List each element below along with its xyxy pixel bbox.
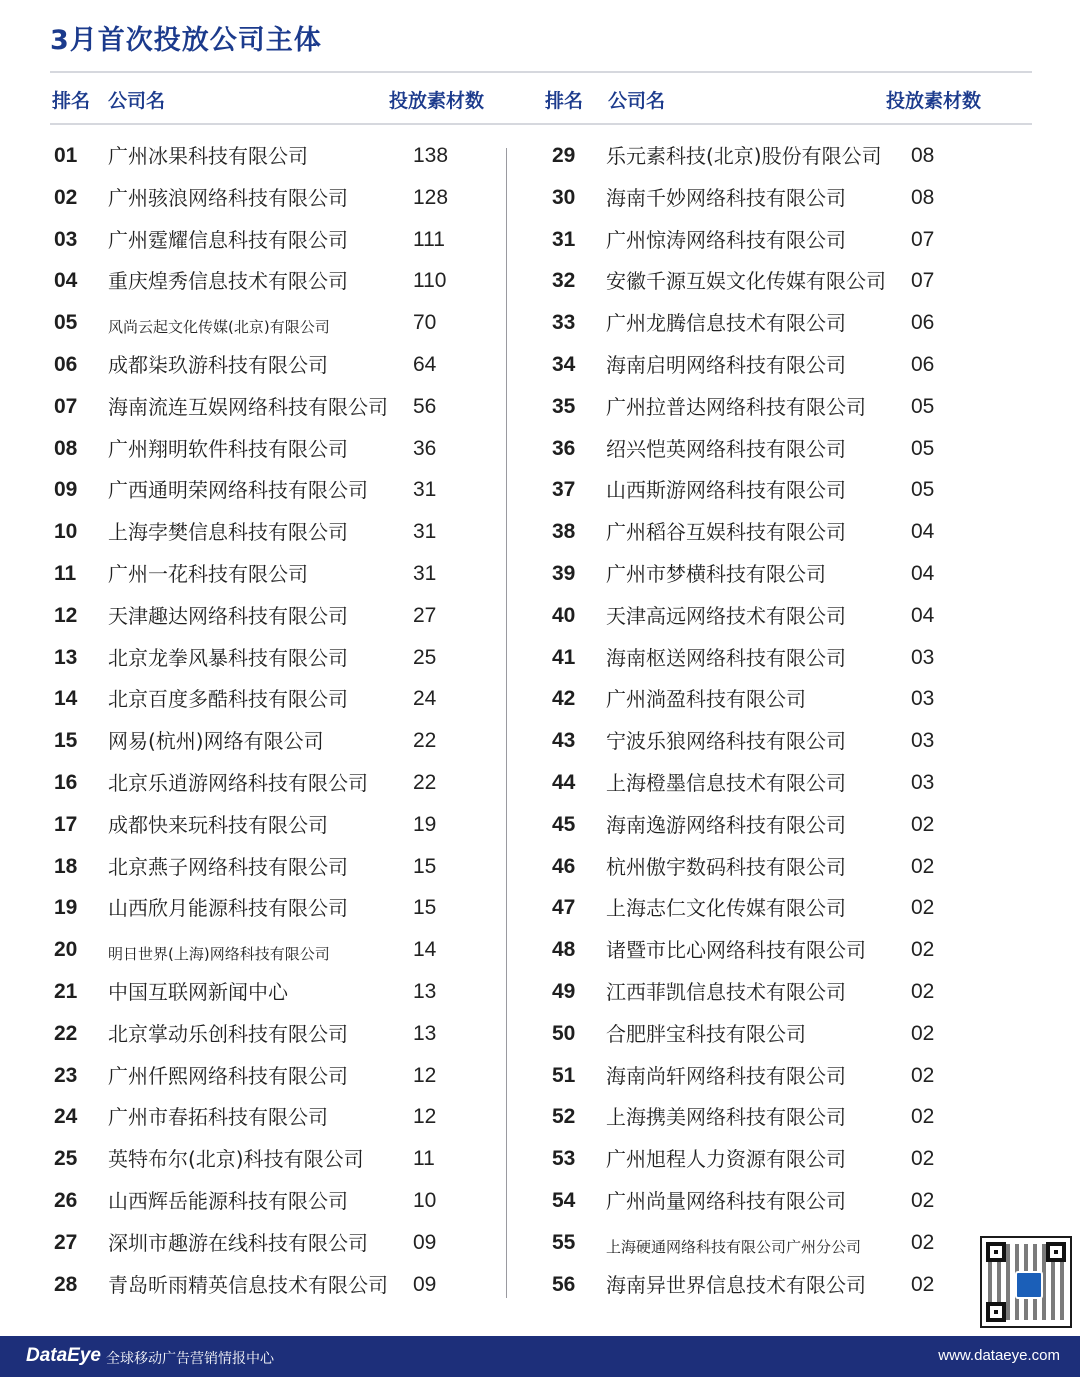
qr-code-icon (980, 1236, 1072, 1328)
company-name-cell: 北京龙拳风暴科技有限公司 (108, 645, 348, 670)
company-name-cell: 英特布尔(北京)科技有限公司 (108, 1147, 364, 1172)
right-header-count: 投放素材数 (886, 90, 982, 112)
material-count-cell: 09 (413, 1272, 437, 1296)
material-count-cell: 64 (413, 352, 437, 376)
material-count-cell: 02 (911, 896, 935, 920)
company-name-cell: 上海孛樊信息科技有限公司 (108, 520, 348, 545)
rank-cell: 36 (552, 436, 576, 460)
material-count-cell: 04 (911, 561, 935, 585)
rank-cell: 02 (54, 185, 78, 209)
company-name-cell: 北京燕子网络科技有限公司 (108, 854, 348, 879)
company-name-cell: 诸暨市比心网络科技有限公司 (606, 938, 866, 963)
material-count-cell: 02 (911, 1063, 935, 1087)
material-count-cell: 02 (911, 979, 935, 1003)
company-name-cell: 天津趣达网络科技有限公司 (108, 603, 348, 628)
rank-cell: 07 (54, 394, 78, 418)
left-header-company: 公司名 (108, 90, 166, 112)
company-name-cell: 上海橙墨信息技术有限公司 (606, 770, 846, 795)
company-name-cell: 山西斯游网络科技有限公司 (606, 478, 846, 503)
rank-cell: 28 (54, 1272, 78, 1296)
material-count-cell: 13 (413, 1021, 437, 1045)
rank-cell: 27 (54, 1230, 78, 1254)
rank-cell: 43 (552, 729, 576, 753)
company-name-cell: 绍兴恺英网络科技有限公司 (606, 436, 846, 461)
rank-cell: 31 (552, 227, 576, 251)
company-name-cell: 广州惊涛网络科技有限公司 (606, 227, 846, 252)
rank-cell: 49 (552, 979, 576, 1003)
material-count-cell: 02 (911, 1230, 935, 1254)
rank-cell: 55 (552, 1230, 576, 1254)
rank-cell: 04 (54, 269, 78, 293)
material-count-cell: 05 (911, 436, 935, 460)
rank-cell: 44 (552, 770, 576, 794)
material-count-cell: 07 (911, 227, 935, 251)
rank-cell: 25 (54, 1147, 78, 1171)
company-name-cell: 青岛昕雨精英信息技术有限公司 (108, 1272, 388, 1297)
rank-cell: 46 (552, 854, 576, 878)
rank-cell: 54 (552, 1188, 576, 1212)
material-count-cell: 12 (413, 1105, 437, 1129)
company-name-cell: 广州仟熙网络科技有限公司 (108, 1063, 348, 1088)
rank-cell: 22 (54, 1021, 78, 1045)
rank-cell: 09 (54, 478, 78, 502)
dataeye-logo-icon (1015, 1271, 1043, 1299)
footer-url[interactable]: www.dataeye.com (938, 1347, 1060, 1364)
company-name-cell: 海南逸游网络科技有限公司 (606, 812, 846, 837)
rank-cell: 40 (552, 603, 576, 627)
company-name-cell: 山西辉岳能源科技有限公司 (108, 1188, 348, 1213)
material-count-cell: 19 (413, 812, 437, 836)
material-count-cell: 15 (413, 896, 437, 920)
rank-cell: 12 (54, 603, 78, 627)
header-divider-bottom (50, 123, 1032, 125)
company-name-cell: 上海硬通网络科技有限公司广州分公司 (606, 1237, 862, 1256)
material-count-cell: 03 (911, 687, 935, 711)
footer-bar (0, 1336, 1080, 1377)
rank-cell: 39 (552, 561, 576, 585)
rank-cell: 18 (54, 854, 78, 878)
page-title: 3月首次投放公司主体 (50, 25, 322, 56)
material-count-cell: 31 (413, 520, 437, 544)
company-name-cell: 海南流连互娱网络科技有限公司 (108, 394, 388, 419)
rank-cell: 21 (54, 979, 78, 1003)
rank-cell: 38 (552, 520, 576, 544)
rank-cell: 42 (552, 687, 576, 711)
header-divider-top (50, 71, 1032, 73)
material-count-cell: 05 (911, 394, 935, 418)
material-count-cell: 02 (911, 1021, 935, 1045)
material-count-cell: 02 (911, 1272, 935, 1296)
material-count-cell: 110 (413, 269, 447, 293)
material-count-cell: 02 (911, 938, 935, 962)
material-count-cell: 31 (413, 478, 437, 502)
material-count-cell: 09 (413, 1230, 437, 1254)
company-name-cell: 广州一花科技有限公司 (108, 561, 308, 586)
rank-cell: 13 (54, 645, 78, 669)
material-count-cell: 22 (413, 729, 437, 753)
rank-cell: 05 (54, 311, 78, 335)
material-count-cell: 13 (413, 979, 437, 1003)
rank-cell: 30 (552, 185, 576, 209)
company-name-cell: 上海携美网络科技有限公司 (606, 1105, 846, 1130)
column-divider (506, 148, 507, 1298)
material-count-cell: 25 (413, 645, 437, 669)
rank-cell: 26 (54, 1188, 78, 1212)
rank-cell: 24 (54, 1105, 78, 1129)
left-header-count: 投放素材数 (389, 90, 485, 112)
material-count-cell: 138 (413, 144, 449, 167)
material-count-cell: 15 (413, 854, 437, 878)
company-name-cell: 广州市春拓科技有限公司 (108, 1105, 328, 1130)
rank-cell: 35 (552, 394, 576, 418)
material-count-cell: 03 (911, 645, 935, 669)
company-name-cell: 乐元素科技(北京)股份有限公司 (606, 144, 882, 168)
rank-cell: 33 (552, 311, 576, 335)
material-count-cell: 05 (911, 478, 935, 502)
rank-cell: 34 (552, 352, 576, 376)
material-count-cell: 27 (413, 603, 437, 627)
company-name-cell: 安徽千源互娱文化传媒有限公司 (606, 269, 886, 294)
rank-cell: 32 (552, 269, 576, 293)
material-count-cell: 02 (911, 1105, 935, 1129)
company-name-cell: 海南千妙网络科技有限公司 (606, 185, 846, 210)
company-name-cell: 明日世界(上海)网络科技有限公司 (108, 945, 330, 964)
company-name-cell: 广州翔明软件科技有限公司 (108, 436, 348, 461)
rank-cell: 48 (552, 938, 576, 962)
rank-cell: 56 (552, 1272, 576, 1296)
company-name-cell: 上海志仁文化传媒有限公司 (606, 896, 846, 921)
material-count-cell: 07 (911, 269, 935, 293)
material-count-cell: 11 (413, 1147, 435, 1171)
material-count-cell: 14 (413, 938, 437, 962)
company-name-cell: 深圳市趣游在线科技有限公司 (108, 1230, 368, 1255)
material-count-cell: 06 (911, 311, 935, 335)
company-name-cell: 中国互联网新闻中心 (108, 979, 288, 1004)
material-count-cell: 56 (413, 394, 437, 418)
rank-cell: 01 (54, 144, 78, 167)
material-count-cell: 02 (911, 1188, 935, 1212)
footer-brand: DataEye (26, 1345, 101, 1366)
material-count-cell: 22 (413, 770, 437, 794)
company-name-cell: 重庆煌秀信息技术有限公司 (108, 269, 348, 294)
company-name-cell: 风尚云起文化传媒(北京)有限公司 (108, 318, 330, 337)
company-name-cell: 海南异世界信息技术有限公司 (606, 1272, 866, 1297)
company-name-cell: 江西菲凯信息技术有限公司 (606, 979, 846, 1004)
company-name-cell: 成都快来玩科技有限公司 (108, 812, 328, 837)
company-name-cell: 广州市梦横科技有限公司 (606, 561, 826, 586)
rank-cell: 50 (552, 1021, 576, 1045)
right-header-company: 公司名 (608, 90, 666, 112)
rank-cell: 15 (54, 729, 78, 753)
company-name-cell: 海南枢送网络科技有限公司 (606, 645, 846, 670)
material-count-cell: 12 (413, 1063, 437, 1087)
rank-cell: 23 (54, 1063, 78, 1087)
company-name-cell: 广州尚量网络科技有限公司 (606, 1188, 846, 1213)
material-count-cell: 03 (911, 770, 935, 794)
company-name-cell: 海南启明网络科技有限公司 (606, 352, 846, 377)
company-name-cell: 杭州傲宇数码科技有限公司 (606, 854, 846, 879)
rank-cell: 47 (552, 896, 576, 920)
rank-cell: 41 (552, 645, 576, 669)
rank-cell: 14 (54, 687, 78, 711)
rank-cell: 03 (54, 227, 78, 251)
company-name-cell: 广西通明荣网络科技有限公司 (108, 478, 368, 503)
rank-cell: 52 (552, 1105, 576, 1129)
company-name-cell: 海南尚轩网络科技有限公司 (606, 1063, 846, 1088)
company-name-cell: 宁波乐狼网络科技有限公司 (606, 729, 846, 754)
rank-cell: 16 (54, 770, 78, 794)
rank-cell: 19 (54, 896, 78, 920)
company-name-cell: 合肥胖宝科技有限公司 (606, 1021, 806, 1046)
right-header-rank: 排名 (545, 90, 584, 112)
rank-cell: 17 (54, 812, 78, 836)
rank-cell: 29 (552, 144, 576, 167)
rank-cell: 37 (552, 478, 576, 502)
company-name-cell: 北京掌动乐创科技有限公司 (108, 1021, 348, 1046)
rank-cell: 11 (54, 561, 77, 585)
left-header-rank: 排名 (52, 90, 91, 112)
company-name-cell: 广州霆耀信息科技有限公司 (108, 227, 348, 252)
material-count-cell: 31 (413, 561, 437, 585)
material-count-cell: 111 (413, 227, 445, 251)
material-count-cell: 04 (911, 520, 935, 544)
rank-cell: 20 (54, 938, 78, 962)
company-name-cell: 广州龙腾信息技术有限公司 (606, 311, 846, 336)
material-count-cell: 02 (911, 854, 935, 878)
material-count-cell: 02 (911, 812, 935, 836)
material-count-cell: 08 (911, 185, 935, 209)
rank-cell: 08 (54, 436, 78, 460)
material-count-cell: 36 (413, 436, 437, 460)
footer-tagline: 全球移动广告营销情报中心 (106, 1351, 274, 1367)
material-count-cell: 70 (413, 311, 437, 335)
rank-cell: 06 (54, 352, 78, 376)
material-count-cell: 02 (911, 1147, 935, 1171)
company-name-cell: 成都柒玖游科技有限公司 (108, 352, 328, 377)
company-name-cell: 广州淌盈科技有限公司 (606, 687, 806, 712)
rank-cell: 10 (54, 520, 78, 544)
company-name-cell: 山西欣月能源科技有限公司 (108, 896, 348, 921)
company-name-cell: 广州冰果科技有限公司 (108, 144, 308, 168)
rank-cell: 53 (552, 1147, 576, 1171)
material-count-cell: 128 (413, 185, 449, 209)
material-count-cell: 08 (911, 144, 935, 167)
material-count-cell: 04 (911, 603, 935, 627)
rank-cell: 51 (552, 1063, 576, 1087)
material-count-cell: 03 (911, 729, 935, 753)
material-count-cell: 06 (911, 352, 935, 376)
company-name-cell: 广州拉普达网络科技有限公司 (606, 394, 866, 419)
rank-cell: 45 (552, 812, 576, 836)
company-name-cell: 广州骇浪网络科技有限公司 (108, 185, 348, 210)
material-count-cell: 10 (413, 1188, 437, 1212)
company-name-cell: 广州稻谷互娱科技有限公司 (606, 520, 846, 545)
company-name-cell: 天津高远网络技术有限公司 (606, 603, 846, 628)
material-count-cell: 24 (413, 687, 437, 711)
company-name-cell: 广州旭程人力资源有限公司 (606, 1147, 846, 1172)
company-name-cell: 北京乐逍游网络科技有限公司 (108, 770, 368, 795)
company-name-cell: 北京百度多酷科技有限公司 (108, 687, 348, 712)
company-name-cell: 网易(杭州)网络有限公司 (108, 729, 324, 754)
